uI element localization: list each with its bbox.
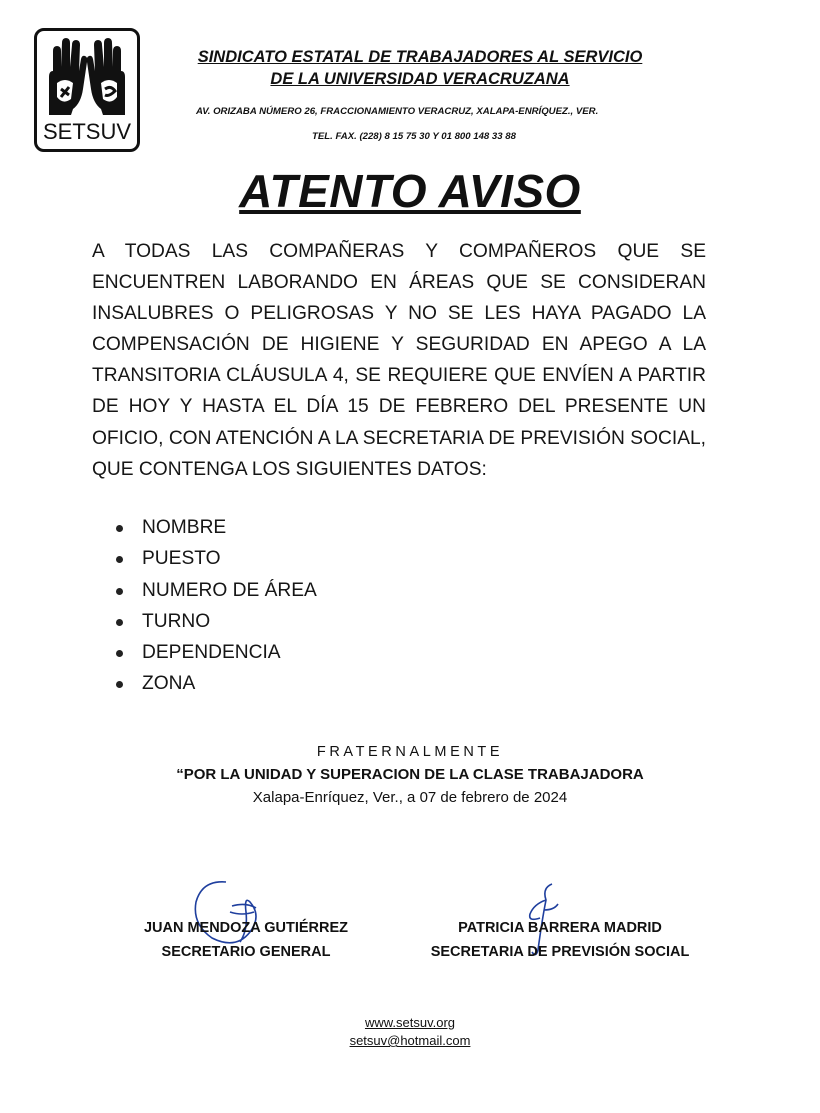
closing-motto: “POR LA UNIDAD Y SUPERACION DE LA CLASE TRABAJADORA: [176, 766, 644, 783]
notice-title: ATENTO AVISO: [239, 165, 581, 217]
signatory-name: PATRICIA BARRERA MADRID: [458, 920, 662, 936]
required-data-list: [110, 512, 317, 700]
place-date: Xalapa-Enríquez, Ver., a 07 de febrero de 2024: [252, 789, 568, 806]
signatory-role: SECRETARIA DE PREVISIÓN SOCIAL: [430, 944, 690, 960]
setsuv-logo: [34, 28, 140, 152]
list-item: NUMERO DE ÁREA: [110, 575, 317, 606]
email-link[interactable]: setsuv@hotmail.com: [349, 1033, 471, 1048]
list-item: ZONA: [110, 668, 317, 699]
raised-hands-logo-icon: [43, 37, 131, 119]
org-name-line1: SINDICATO ESTATAL DE TRABAJADORES AL SERVICIO: [197, 48, 643, 66]
org-address: AV. ORIZABA NÚMERO 26, FRACCIONAMIENTO VERACRUZ, XALAPA-ENRÍQUEZ., VER.: [196, 106, 599, 117]
signature-juan-mendoza: [186, 872, 276, 952]
signatory-name: JUAN MENDOZA GUTIÉRREZ: [143, 920, 349, 936]
signatory-role: SECRETARIO GENERAL: [161, 944, 331, 960]
org-name-line2: DE LA UNIVERSIDAD VERACRUZANA: [270, 70, 570, 88]
list-item: NOMBRE: [110, 512, 317, 543]
list-item: TURNO: [110, 606, 317, 637]
org-phone: TEL. FAX. (228) 8 15 75 30 Y 01 800 148 33 88: [312, 131, 516, 142]
list-item: PUESTO: [110, 543, 317, 574]
website-link[interactable]: www.setsuv.org: [364, 1015, 456, 1030]
logo-text: SETSUV: [42, 119, 132, 144]
closing-fraternal: FRATERNALMENTE: [316, 744, 504, 760]
list-item: DEPENDENCIA: [110, 637, 317, 668]
notice-body: A TODAS LAS COMPAÑERAS Y COMPAÑEROS QUE SE ENCUENTREN LABORANDO EN ÁREAS QUE SE CONSIDERAN INSALUBRES O PELIGROSAS Y NO SE LES HAYA PAGADO LA COMPENSACIÓN DE HIGIENE Y SEGURIDAD EN APEGO A LA TRANSITORIA CLÁUSULA 4, SE REQUIERE QUE ENVÍEN A PARTIR DE HOY Y HASTA EL DÍA 15 DE FEBRERO DEL PRESENTE UN OFICIO, CON ATENCIÓN A LA SECRETARIA DE PREVISIÓN SOCIAL, QUE CONTENGA LOS SIGUIENTES DATOS:: [92, 241, 706, 480]
